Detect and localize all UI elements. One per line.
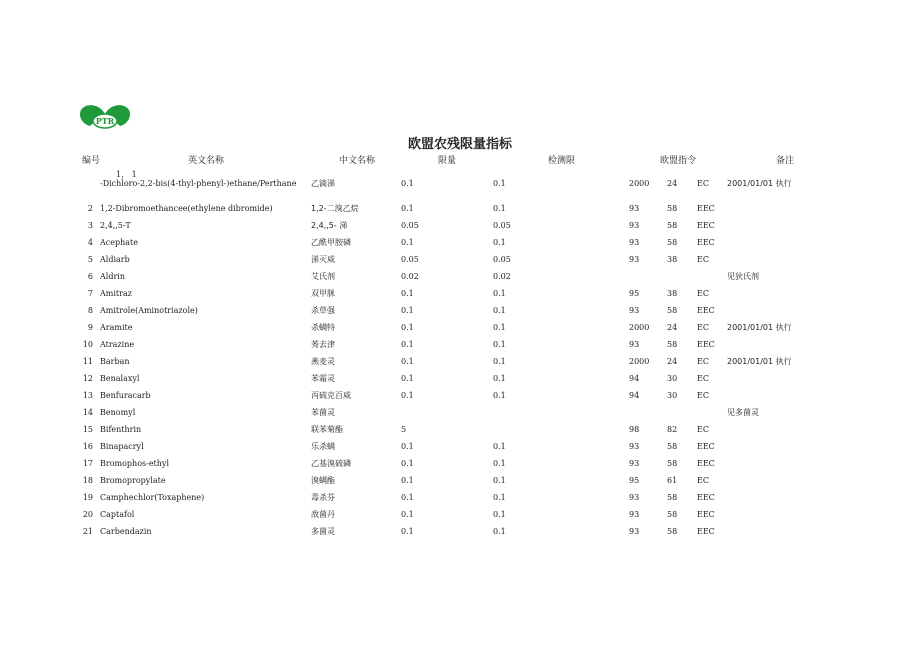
row-detect: 0.1 — [493, 442, 506, 451]
row-no: 5 — [87, 255, 93, 264]
row-detect: 0.1 — [493, 340, 506, 349]
row-limit: 0.1 — [401, 527, 414, 536]
row-limit: 0.1 — [401, 357, 414, 366]
row-detect: 0.1 — [493, 510, 506, 519]
row-no: 17 — [82, 459, 93, 468]
row-directive-type: EC — [697, 425, 709, 434]
row-limit: 0.05 — [401, 255, 419, 264]
row-no: 3 — [87, 221, 93, 230]
row-directive-type: EC — [697, 357, 709, 366]
row-no: 13 — [82, 391, 93, 400]
row-directive-year: 95 — [629, 289, 640, 298]
row-directive-year: 93 — [629, 204, 640, 213]
row-directive-type: EC — [697, 289, 709, 298]
row-en-name: Barban — [100, 357, 130, 366]
row-en-name: Aldiarb — [100, 255, 130, 264]
row-en-name: Captafol — [100, 510, 135, 519]
row-limit: 0.1 — [401, 374, 414, 383]
row-no: 12 — [82, 374, 93, 383]
row-limit: 0.05 — [401, 221, 419, 230]
row-cn-name: 涕灭威 — [311, 255, 335, 264]
row-en-name: Aramite — [100, 323, 133, 332]
header-en-name: 英文名称 — [188, 156, 225, 166]
row-detect: 0.1 — [493, 527, 506, 536]
row-cn-name: 丙硫克百威 — [311, 391, 351, 400]
row-directive-year: 2000 — [629, 357, 650, 366]
row-cn-name: 敌菌丹 — [311, 510, 335, 519]
row-directive-no: 38 — [667, 289, 678, 298]
row-directive-type: EEC — [697, 510, 715, 519]
row-detect: 0.1 — [493, 476, 506, 485]
header-no: 编号 — [82, 156, 101, 166]
row-directive-year: 93 — [629, 442, 640, 451]
row-limit: 0.1 — [401, 289, 414, 298]
row-no: 11 — [82, 357, 93, 366]
row-limit: 0.1 — [401, 493, 414, 502]
row-no: 4 — [87, 238, 93, 247]
row-limit: 0.1 — [401, 391, 414, 400]
row-directive-type: EC — [697, 374, 709, 383]
row-directive-no: 24 — [667, 179, 678, 188]
row-detect: 0.1 — [493, 357, 506, 366]
row-directive-type: EC — [697, 476, 709, 485]
row-no: 21 — [82, 527, 93, 536]
row-directive-type: EEC — [697, 340, 715, 349]
row-en-name: Acephate — [100, 238, 138, 247]
row-no: 20 — [82, 510, 93, 519]
row-limit: 0.1 — [401, 340, 414, 349]
row-directive-type: EC — [697, 255, 709, 264]
row-no: 8 — [87, 306, 93, 315]
row-directive-type: EEC — [697, 221, 715, 230]
row-directive-year: 93 — [629, 527, 640, 536]
row-directive-type: EEC — [697, 238, 715, 247]
row-no: 16 — [82, 442, 93, 451]
row-remark: 2001/01/01 执行 — [727, 323, 792, 332]
row-directive-type: EC — [697, 179, 709, 188]
row-en-name: 1,2-Dibromoethancee(ethylene dibromide) — [100, 204, 273, 213]
row-directive-no: 58 — [667, 340, 678, 349]
row-en-name: Bromopropylate — [100, 476, 166, 485]
row-en-name: Atrazine — [100, 340, 135, 349]
row-directive-type: EEC — [697, 306, 715, 315]
row-cn-name: 联苯菊酯 — [311, 425, 343, 434]
row-limit: 0.1 — [401, 204, 414, 213]
row-limit: 0.1 — [401, 476, 414, 485]
row-detect: 0.1 — [493, 459, 506, 468]
row-directive-no: 30 — [667, 391, 678, 400]
row-detect: 0.1 — [493, 323, 506, 332]
row-en-name: Bifenthrin — [100, 425, 142, 434]
row-no: 18 — [82, 476, 93, 485]
row-limit: 0.1 — [401, 306, 414, 315]
header-limit: 限量 — [438, 156, 457, 166]
row-en-name: 2,4,,5-T — [100, 221, 131, 230]
row-cn-name: 2,4,,5- 涕 — [311, 221, 348, 230]
row-detect: 0.1 — [493, 493, 506, 502]
row-detect: 0.1 — [493, 391, 506, 400]
row-cn-name: 双甲脒 — [311, 289, 335, 298]
row-directive-no: 58 — [667, 306, 678, 315]
row-en-name: 1， 1 — [116, 170, 137, 179]
row-directive-type: EEC — [697, 442, 715, 451]
header-detect: 检测限 — [548, 156, 576, 166]
row-directive-year: 93 — [629, 255, 640, 264]
row-directive-no: 24 — [667, 357, 678, 366]
row-en-name: Bromophos-ethyl — [100, 459, 169, 468]
row-en-name: Amitraz — [100, 289, 132, 298]
row-detect: 0.1 — [493, 374, 506, 383]
row-directive-no: 24 — [667, 323, 678, 332]
row-directive-year: 93 — [629, 459, 640, 468]
row-directive-no: 58 — [667, 238, 678, 247]
row-detect: 0.05 — [493, 255, 511, 264]
row-no: 14 — [82, 408, 93, 417]
row-detect: 0.1 — [493, 238, 506, 247]
row-limit: 0.1 — [401, 238, 414, 247]
row-limit: 0.1 — [401, 442, 414, 451]
row-cn-name: 乙基溴硫磷 — [311, 459, 351, 468]
row-directive-no: 58 — [667, 221, 678, 230]
header-eu-directive: 欧盟指令 — [660, 156, 697, 166]
row-cn-name: 苯菌灵 — [311, 408, 335, 417]
row-detect: 0.1 — [493, 204, 506, 213]
row-no: 9 — [87, 323, 93, 332]
row-detect: 0.1 — [493, 306, 506, 315]
row-directive-type: EEC — [697, 204, 715, 213]
row-directive-no: 58 — [667, 204, 678, 213]
row-limit: 0.1 — [401, 510, 414, 519]
row-en-name: Binapacryl — [100, 442, 144, 451]
row-cn-name: 溴螨酯 — [311, 476, 335, 485]
row-directive-year: 94 — [629, 391, 640, 400]
row-no: 19 — [82, 493, 93, 502]
row-cn-name: 乐杀螨 — [311, 442, 335, 451]
row-directive-year: 94 — [629, 374, 640, 383]
row-detect: 0.05 — [493, 221, 511, 230]
row-cn-name: 乙酰甲胺磷 — [311, 238, 351, 247]
row-en-name: Camphechlor(Toxaphene) — [100, 493, 205, 502]
row-detect: 0.1 — [493, 289, 506, 298]
row-directive-type: EEC — [697, 459, 715, 468]
row-en-name: -Dichloro-2,2-bis(4-thyl-phenyl-)ethane/Perthane — [100, 179, 297, 188]
row-directive-no: 82 — [667, 425, 678, 434]
row-directive-type: EEC — [697, 493, 715, 502]
row-directive-year: 93 — [629, 340, 640, 349]
row-no: 10 — [82, 340, 93, 349]
row-cn-name: 1,2-二溴乙烷 — [311, 204, 359, 213]
row-en-name: Carbendazin — [100, 527, 152, 536]
header-cn-name: 中文名称 — [339, 156, 376, 166]
row-directive-year: 2000 — [629, 179, 650, 188]
row-limit: 0.1 — [401, 179, 414, 188]
row-detect: 0.02 — [493, 272, 511, 281]
row-directive-no: 61 — [667, 476, 678, 485]
row-en-name: Aldrin — [100, 272, 125, 281]
row-directive-no: 30 — [667, 374, 678, 383]
row-no: 15 — [82, 425, 93, 434]
row-no: 7 — [87, 289, 93, 298]
row-directive-type: EC — [697, 323, 709, 332]
row-remark: 见狄氏剂 — [727, 272, 759, 281]
row-directive-no: 58 — [667, 493, 678, 502]
header-remark: 备注 — [776, 156, 795, 166]
row-directive-no: 58 — [667, 527, 678, 536]
row-remark: 2001/01/01 执行 — [727, 357, 792, 366]
row-directive-year: 2000 — [629, 323, 650, 332]
row-directive-year: 93 — [629, 493, 640, 502]
row-directive-no: 58 — [667, 442, 678, 451]
row-directive-year: 93 — [629, 306, 640, 315]
row-en-name: Benalaxyl — [100, 374, 140, 383]
row-limit: 5 — [401, 425, 407, 434]
row-limit: 0.1 — [401, 323, 414, 332]
row-en-name: Benomyl — [100, 408, 136, 417]
row-directive-no: 58 — [667, 459, 678, 468]
row-cn-name: 燕麦灵 — [311, 357, 335, 366]
row-remark: 见多菌灵 — [727, 408, 759, 417]
row-cn-name: 莠去津 — [311, 340, 335, 349]
row-no: 2 — [87, 204, 93, 213]
row-directive-no: 58 — [667, 510, 678, 519]
row-directive-year: 93 — [629, 238, 640, 247]
row-cn-name: 艾氏剂 — [311, 272, 335, 281]
row-directive-type: EEC — [697, 527, 715, 536]
row-limit: 0.1 — [401, 459, 414, 468]
row-cn-name: 杀螨特 — [311, 323, 335, 332]
row-directive-year: 93 — [629, 221, 640, 230]
row-directive-year: 93 — [629, 510, 640, 519]
row-directive-no: 38 — [667, 255, 678, 264]
row-cn-name: 杀草强 — [311, 306, 335, 315]
page-title: 欧盟农残限量指标 — [407, 137, 512, 152]
row-remark: 2001/01/01 执行 — [727, 179, 792, 188]
row-en-name: Amitrole(Aminotriazole) — [100, 306, 198, 315]
row-cn-name: 毒杀芬 — [311, 493, 335, 502]
ptr-logo — [78, 100, 132, 132]
row-cn-name: 苯霜灵 — [311, 374, 335, 383]
row-cn-name: 乙滴涕 — [311, 179, 335, 188]
row-directive-type: EC — [697, 391, 709, 400]
row-directive-year: 98 — [629, 425, 640, 434]
row-detect: 0.1 — [493, 179, 506, 188]
row-en-name: Benfuracarb — [100, 391, 151, 400]
row-cn-name: 多菌灵 — [311, 527, 335, 536]
row-no: 6 — [87, 272, 93, 281]
row-directive-year: 95 — [629, 476, 640, 485]
logo-text: PTR — [95, 116, 115, 126]
row-limit: 0.02 — [401, 272, 419, 281]
